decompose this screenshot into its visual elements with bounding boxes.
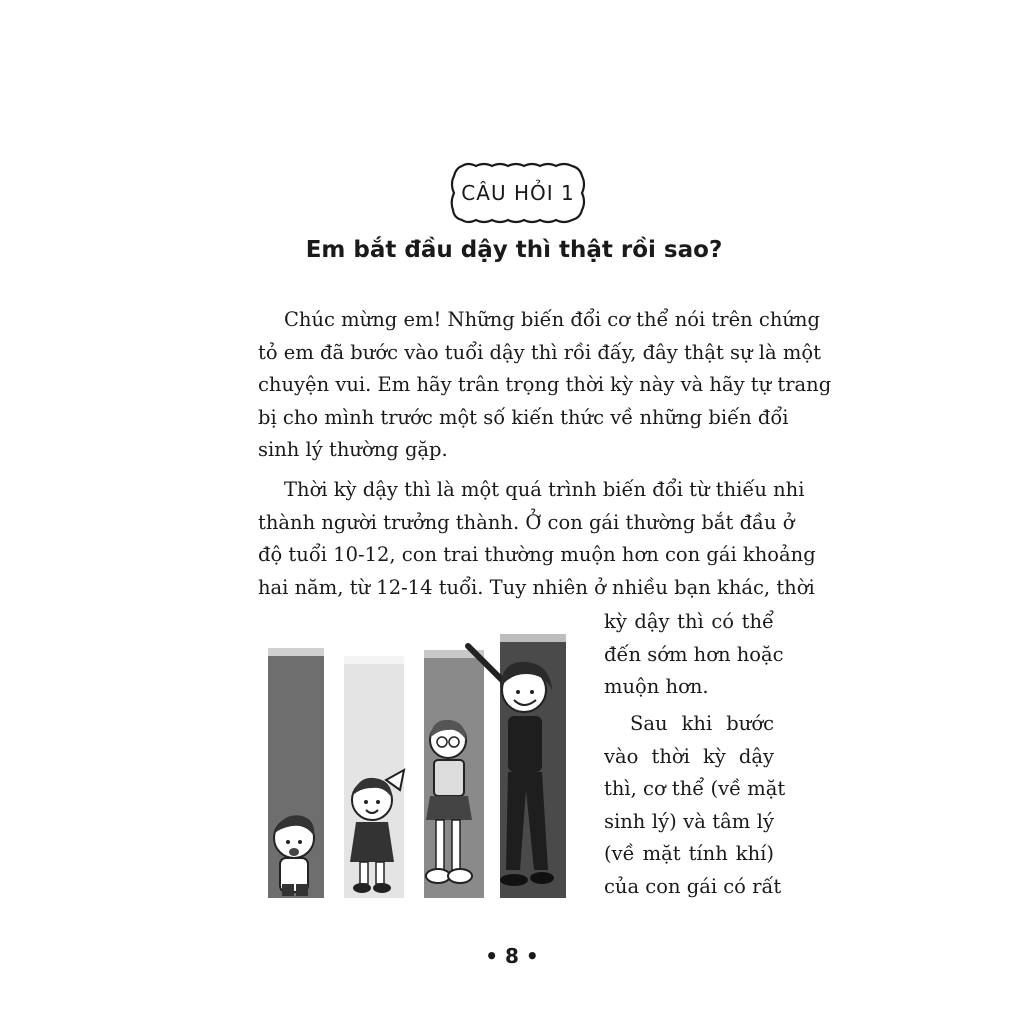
text-line: sinh lý) và tâm lý — [604, 809, 774, 833]
text-line: vào thời kỳ dậy — [604, 744, 774, 768]
side-paragraph-b — [604, 708, 786, 903]
text-line: thành người trưởng thành. Ở con gái thường bắt đầu ở — [258, 510, 795, 534]
question-label-badge — [448, 160, 588, 226]
text-line: thì, cơ thể (về mặt — [604, 777, 786, 800]
text-line: muộn hơn. — [604, 675, 709, 698]
side-paragraph-a — [604, 606, 784, 704]
text-line: đến sớm hơn hoặc — [604, 642, 784, 666]
question-label: CÂU HỎI 1 — [461, 181, 575, 205]
column-preteen — [424, 650, 484, 898]
question-title: Em bắt đầu dậy thì thật rồi sao? — [305, 237, 723, 263]
text-line: sinh lý thường gặp. — [258, 438, 448, 461]
text-line: chuyện vui. Em hãy trân trọng thời kỳ này và hãy tự trang — [258, 373, 832, 396]
text-line: tỏ em đã bước vào tuổi dậy thì rồi đấy, đây thật sự là một — [258, 340, 821, 364]
text-line: độ tuổi 10-12, con trai thường muộn hơn con gái khoảng — [258, 543, 816, 566]
text-line: kỳ dậy thì có thể — [604, 610, 774, 633]
text-line: (về mặt tính khí) — [604, 842, 774, 865]
page-number: • 8 • — [485, 944, 539, 968]
text-line: Thời kỳ dậy thì là một quá trình biến đổi từ thiếu nhi — [284, 478, 805, 501]
text-line: bị cho mình trước một số kiến thức về những biến đổi — [258, 405, 789, 429]
column-child — [344, 656, 404, 898]
text-line: Chúc mừng em! Những biến đổi cơ thể nói trên chứng — [284, 308, 820, 331]
column-toddler — [268, 648, 324, 898]
paragraph-1 — [258, 304, 832, 467]
text-line: của con gái có rất — [604, 874, 782, 898]
text-line: hai năm, từ 12-14 tuổi. Tuy nhiên ở nhiều bạn khác, thời — [258, 575, 815, 599]
girls-growth-stages-illustration — [262, 630, 582, 900]
text-line: Sau khi bước — [630, 712, 774, 735]
paragraph-2 — [258, 474, 816, 604]
